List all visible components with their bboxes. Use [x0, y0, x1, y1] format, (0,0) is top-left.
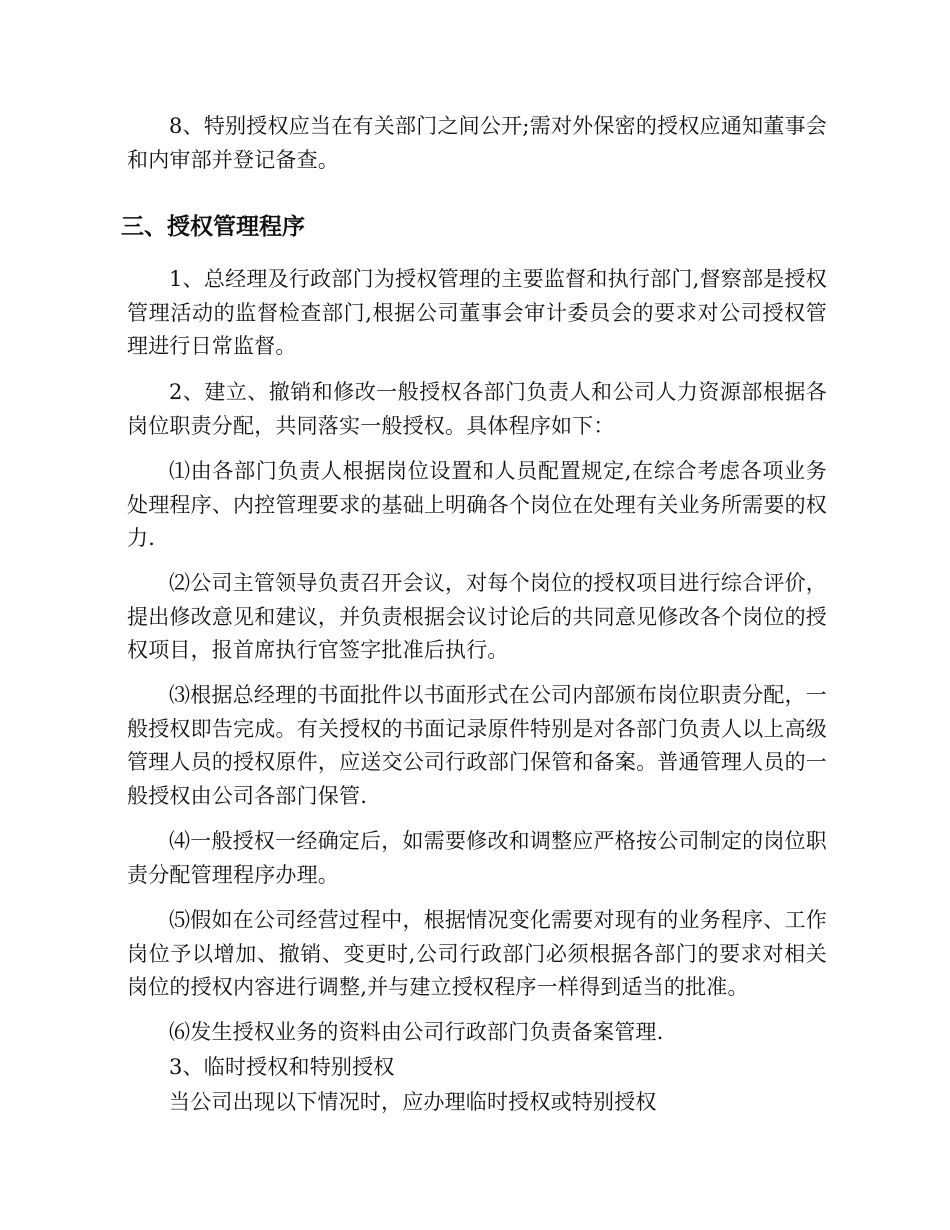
- paragraph-step-1: ⑴由各部门负责人根据岗位设置和人员配置规定,在综合考虑各项业务处理程序、内控管理要求的基础上明确各个岗位在处理有关业务所需要的权力.: [127, 459, 827, 550]
- paragraph-step-4: ⑷一般授权一经确定后，如需要修改和调整应严格按公司制定的岗位职责分配管理程序办理。: [127, 829, 827, 887]
- paragraph-step-2: ⑵公司主管领导负责召开会议，对每个岗位的授权项目进行综合评价，提出修改意见和建议，并负责根据会议讨论后的共同意见修改各个岗位的授权项目，报首席执行官签字批准后执行。: [127, 571, 827, 662]
- paragraph-3-temporary-authorization: 3、临时授权和特别授权: [169, 1055, 395, 1079]
- paragraph-step-3: ⑶根据总经理的书面批件以书面形式在公司内部颁布岗位职责分配，一般授权即告完成。有关授权的书面记录原件特别是对各部门负责人以上高级管理人员的授权原件，应送交公司行政部门保管和备案。普通管理人员的一般授权由公司各部门保管.: [127, 683, 827, 808]
- paragraph-step-5: ⑸假如在公司经营过程中，根据情况变化需要对现有的业务程序、工作岗位予以增加、撤销、变更时,公司行政部门必须根据各部门的要求对相关岗位的授权内容进行调整,并与建立授权程序一样得到适当的批准。: [127, 908, 827, 999]
- paragraph-1-supervision: 1、总经理及行政部门为授权管理的主要监督和执行部门,督察部是授权管理活动的监督检查部门,根据公司董事会审计委员会的要求对公司授权管理进行日常监督。: [127, 267, 827, 358]
- paragraph-conditions-intro: 当公司出现以下情况时，应办理临时授权或特别授权: [169, 1090, 657, 1114]
- paragraph-step-6: ⑹发生授权业务的资料由公司行政部门负责备案管理.: [169, 1020, 664, 1044]
- paragraph-8-special-authorization: 8、特别授权应当在有关部门之间公开;需对外保密的授权应通知董事会和内审部并登记备查。: [127, 114, 827, 172]
- section-heading: 三、授权管理程序: [121, 214, 305, 240]
- paragraph-2-general-authorization: 2、建立、撤销和修改一般授权各部门负责人和公司人力资源部根据各岗位职责分配，共同落实一般授权。具体程序如下：: [127, 380, 827, 438]
